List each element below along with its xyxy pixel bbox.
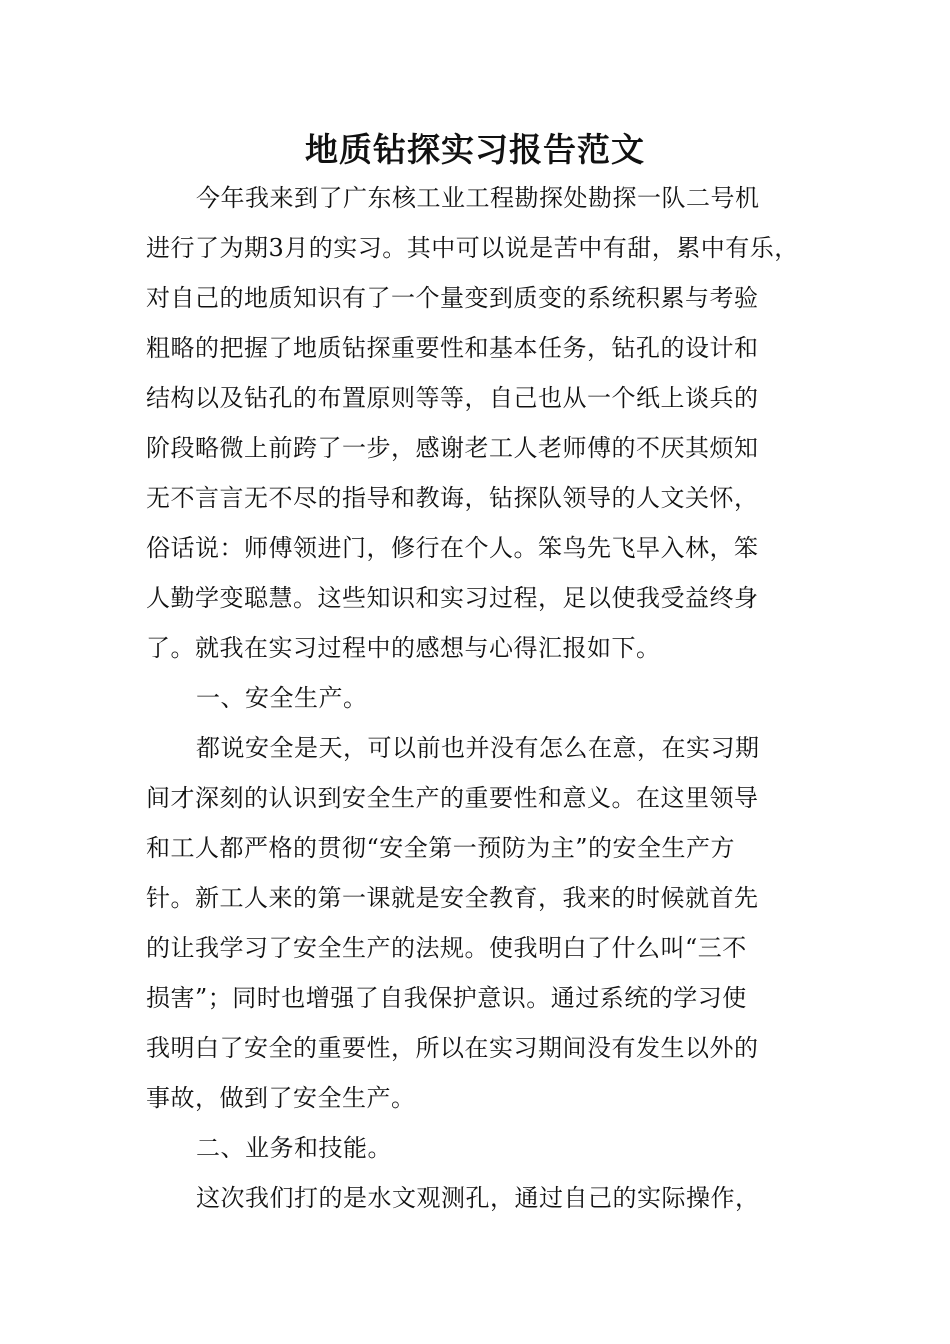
text-line: 今年我来到了广东核工业工程勘探处勘探一队二号机 [196,184,760,212]
section-heading: 一、安全生产。 [196,684,368,712]
text-line: 俗话说：师傅领进门，修行在个人。笨鸟先飞早入林，笨 [146,534,759,562]
text-line: 无不言言无不尽的指导和教诲，钻探队领导的人文关怀， [146,484,759,512]
text-line: 进行了为期3月的实习。其中可以说是苦中有甜，累中有乐， [146,234,799,262]
text-line: 阶段略微上前跨了一步，感谢老工人老师傅的不厌其烦知 [146,434,759,462]
text-line: 和工人都严格的贯彻“安全第一预防为主”的安全生产方 [146,834,736,862]
text-line: 人勤学变聪慧。这些知识和实习过程，足以使我受益终身 [146,584,759,612]
text-line: 的让我学习了安全生产的法规。使我明白了什么叫“三不 [146,934,747,962]
text-line: 间才深刻的认识到安全生产的重要性和意义。在这里领导 [146,784,759,812]
text-line: 粗略的把握了地质钻探重要性和基本任务，钻孔的设计和 [146,334,759,362]
text-line: 事故，做到了安全生产。 [146,1084,416,1112]
text-line: 损害”；同时也增强了自我保护意识。通过系统的学习使 [146,984,747,1012]
text-line: 都说安全是天，可以前也并没有怎么在意，在实习期 [196,734,760,762]
text-line: 对自己的地质知识有了一个量变到质变的系统积累与考验 [146,284,759,312]
text-line: 这次我们打的是水文观测孔，通过自己的实际操作， [196,1184,760,1212]
text-line: 了。就我在实习过程中的感想与心得汇报如下。 [146,634,661,662]
text-line: 我明白了安全的重要性，所以在实习期间没有发生以外的 [146,1034,759,1062]
text-line: 结构以及钻孔的布置原则等等，自己也从一个纸上谈兵的 [146,384,759,412]
text-line: 针。新工人来的第一课就是安全教育，我来的时候就首先 [146,884,759,912]
document-title: 地质钻探实习报告范文 [305,130,645,169]
section-heading: 二、业务和技能。 [196,1134,392,1162]
